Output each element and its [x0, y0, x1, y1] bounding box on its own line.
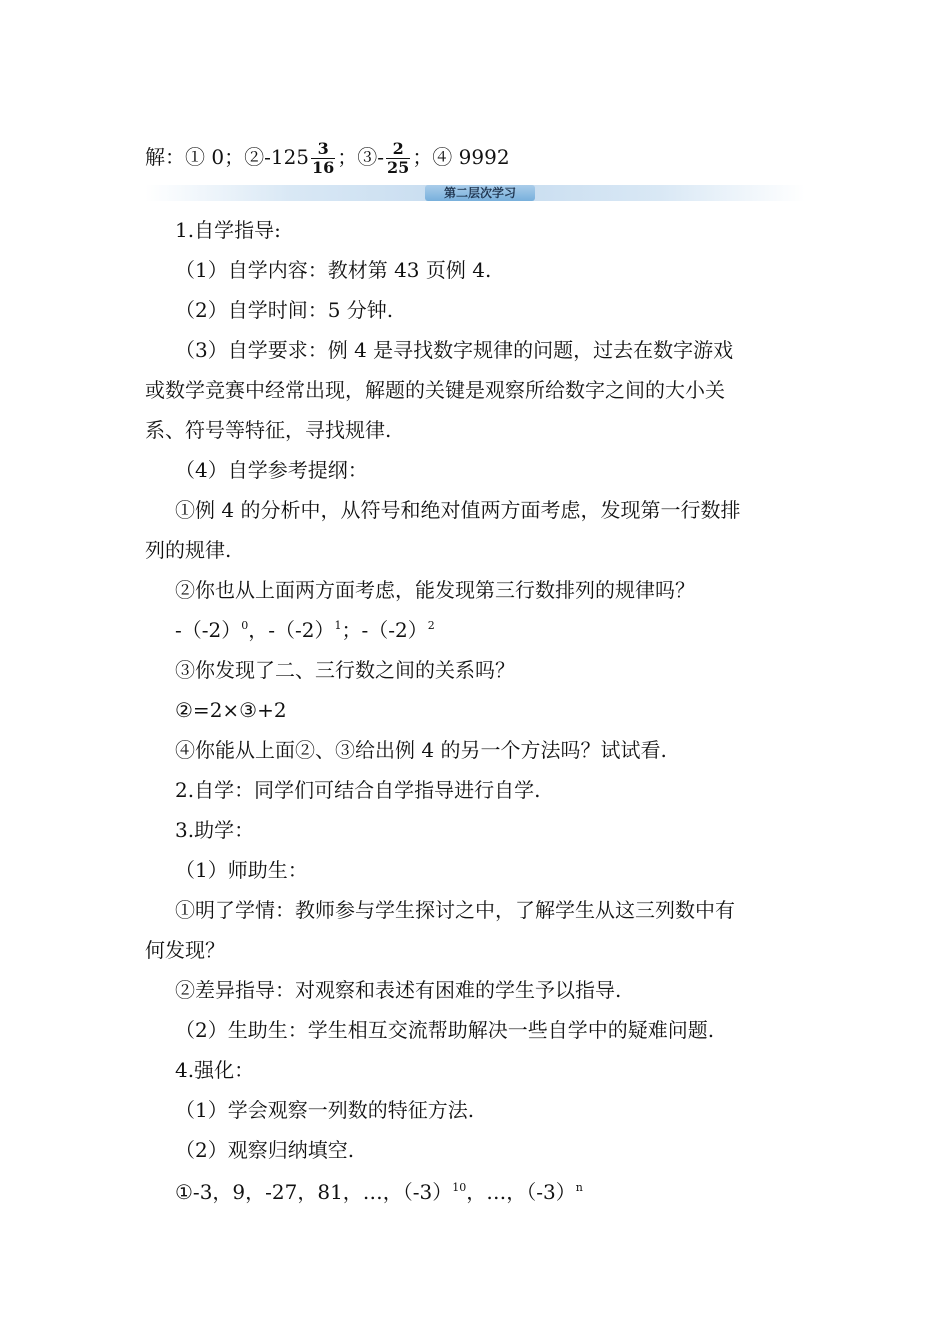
- answer-mid: ；③-: [337, 145, 385, 169]
- text-line: （2）自学时间：5 分钟.: [175, 298, 394, 322]
- fraction-denominator: 25: [387, 158, 410, 177]
- fraction-2-25: [386, 140, 410, 177]
- text-line: ②你也从上面两方面考虑，能发现第三行数排列的规律吗？: [175, 578, 695, 602]
- text-line: 3.助学：: [175, 818, 255, 842]
- text-line: 2.自学：同学们可结合自学指导进行自学.: [175, 778, 541, 802]
- answer-prefix: 解：① 0；②-125: [145, 145, 310, 169]
- powers-term: ；-（-2）: [341, 618, 428, 642]
- sequence-term: ①-3，9，-27，81，…，（-3）: [175, 1180, 453, 1204]
- exponent: 0: [241, 619, 249, 632]
- text-line: （4）自学参考提纲：: [175, 458, 368, 482]
- text-line: ②差异指导：对观察和表述有困难的学生予以指导.: [175, 978, 622, 1002]
- exponent: n: [575, 1181, 583, 1194]
- text-line: ①明了学情：教师参与学生探讨之中，了解学生从这三列数中有: [175, 898, 735, 922]
- powers-term: ，-（-2）: [248, 618, 335, 642]
- answer-line: [145, 140, 510, 177]
- fraction-3-16: [311, 140, 335, 177]
- text-line: 列的规律.: [145, 538, 232, 562]
- answer-suffix: ；④ 9992: [412, 145, 510, 169]
- text-line: ①例 4 的分析中，从符号和绝对值两方面考虑，发现第一行数排: [175, 498, 741, 522]
- text-line: 1.自学指导:: [175, 218, 281, 242]
- exponent: 1: [334, 619, 342, 632]
- text-line: 何发现？: [145, 938, 225, 962]
- fraction-numerator: 3: [311, 140, 335, 159]
- text-line: 4.强化：: [175, 1058, 255, 1082]
- exponent: 10: [452, 1181, 467, 1194]
- text-line: ④你能从上面②、③给出例 4 的另一个方法吗？试试看.: [175, 738, 667, 762]
- powers-line: [175, 618, 435, 642]
- sequence-term: ，…，（-3）: [466, 1180, 576, 1204]
- text-line: （2）生助生：学生相互交流帮助解决一些自学中的疑难问题.: [175, 1018, 715, 1042]
- text-line: （1）学会观察一列数的特征方法.: [175, 1098, 475, 1122]
- sequence-line: [175, 1180, 583, 1204]
- text-line: （3）自学要求：例 4 是寻找数字规律的问题，过去在数字游戏: [175, 338, 734, 362]
- fraction-numerator: 2: [386, 140, 410, 159]
- exponent: 2: [427, 619, 435, 632]
- fraction-denominator: 16: [312, 158, 335, 177]
- text-line: ②=2×③+2: [175, 698, 287, 722]
- text-line: （1）师助生：: [175, 858, 308, 882]
- text-line: ③你发现了二、三行数之间的关系吗？: [175, 658, 515, 682]
- powers-term: -（-2）: [175, 618, 242, 642]
- section-banner-label: 第二层次学习: [425, 185, 535, 201]
- text-line: 或数学竞赛中经常出现，解题的关键是观察所给数字之间的大小关: [145, 378, 725, 402]
- text-line: （1）自学内容：教材第 43 页例 4.: [175, 258, 492, 282]
- text-line: 系、符号等特征，寻找规律.: [145, 418, 392, 442]
- text-line: （2）观察归纳填空.: [175, 1138, 355, 1162]
